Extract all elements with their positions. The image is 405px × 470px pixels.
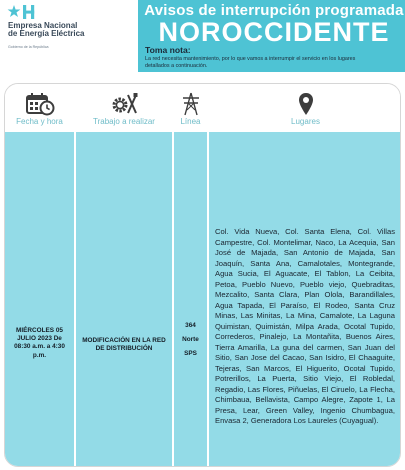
column-label-line: Línea — [180, 117, 201, 126]
calendar-clock-icon — [25, 92, 55, 116]
brand-name-line1: Empresa Nacional — [8, 21, 78, 30]
line-value — [174, 322, 207, 359]
work-value: MODIFICACIÓN EN LA RED DE DISTRIBUCIÓN — [82, 337, 166, 353]
column-label-work: Trabajo a realizar — [93, 117, 155, 126]
cell-line — [174, 132, 207, 466]
power-tower-icon — [181, 92, 201, 116]
cell-places — [209, 132, 401, 466]
date-value: MIÉRCOLES 05 JULIO 2023 De 08:30 a.m. a 4:30 p.m. — [14, 327, 65, 359]
page-header — [0, 0, 405, 86]
page-title: Avisos de interrupción programada — [144, 2, 404, 19]
outage-table — [4, 83, 401, 467]
column-work — [76, 84, 172, 466]
column-date — [5, 84, 74, 466]
column-header-line — [174, 84, 207, 132]
column-header-date — [5, 84, 74, 132]
line-zone: Norte — [182, 336, 199, 344]
column-header-work — [76, 84, 172, 132]
brand-name-line2: de Energía Eléctrica — [8, 29, 85, 38]
map-pin-icon — [298, 92, 314, 116]
cell-work — [76, 132, 172, 466]
column-label-places: Lugares — [291, 117, 320, 126]
cell-date — [5, 132, 74, 466]
column-places — [209, 84, 401, 466]
logo-star-icon — [7, 4, 37, 22]
brand-sub: Gobierno de la República — [8, 45, 49, 49]
note-title: Toma nota: — [145, 45, 191, 55]
gear-tools-icon — [109, 92, 139, 116]
line-number: 364 — [185, 322, 196, 329]
region-title: NOROCCIDENTE — [158, 17, 390, 47]
note-body: La red necesita mantenimiento, por lo que vamos a interrumpir el servicio en los lugares detallados a continuación. — [145, 56, 356, 69]
places-list: Col. Vida Nueva, Col. Santa Elena, Col. Villas Campestre, Col. Montelimar, Naco, La Acequia, San José de Majada, San Antonio de Majada, San Joaquín, Santa Ana, Camalotales, Montegrande, Agua Sucia, El Aguacate, El Tablon, La Ceibita, Petoa, Pueblo Nuevo, Pueblo viejo, Quebraditas, Mezcalito, Santa Clara, Plan Olola, Barandillales, Agua Tapada, El Paraíso, El Rodeo, Santa Cruz Minas, Las Minitas, La Mina, Camalote, La Laguna Quimistan, Quimistán, Milpa Arada, Ocotal Tupido, Correderos, Pinalejo, La Montañita, Buenos Aires, Tierra Amarilla, La guna del carmen, San Juan del Sitio, San Jose del Cacao, San Isidro, El Chaaguite, Tejeras, San Marcos, El Higuerito, Ocotal Tupido, Potrerillos, La Puerta, Sitio Viejo, El Robledal, Regadio, Las Flores, Piñuelas, El Ciruelo, La Flecha, Chimbaua, Bellavista, Campo Alegre, Zapote 1, La Presa, Lear, Green Valley, Ingenio Chumbagua, Envasa 2, Generadora Los Laureles (Cuyagual). — [215, 227, 395, 425]
line-code: SPS — [184, 350, 197, 358]
column-label-date: Fecha y hora — [16, 117, 63, 126]
column-line — [174, 84, 207, 466]
brand-name — [8, 22, 84, 38]
column-header-places — [209, 84, 401, 132]
enee-logo — [7, 4, 137, 52]
